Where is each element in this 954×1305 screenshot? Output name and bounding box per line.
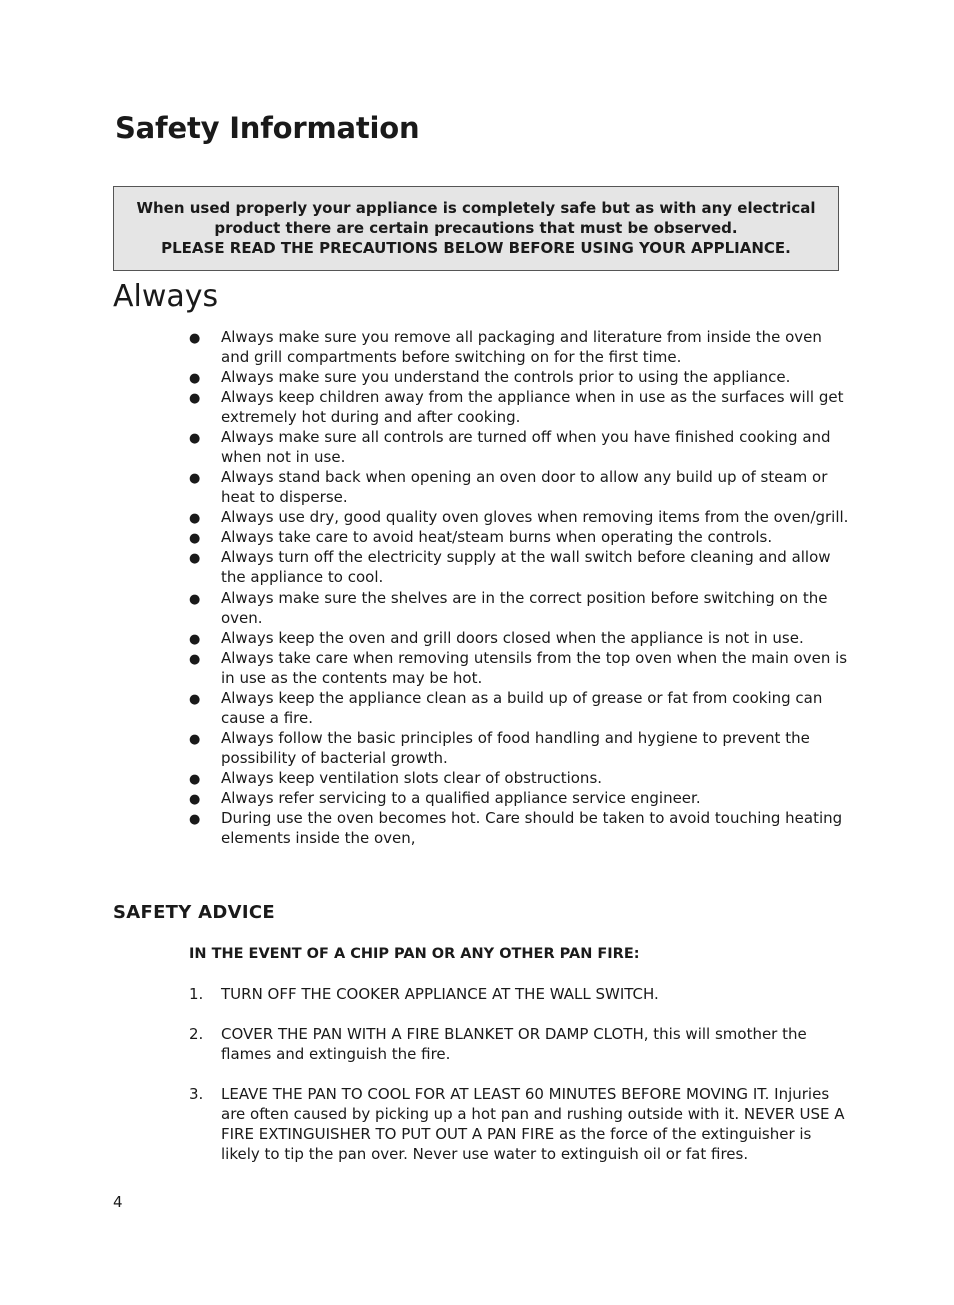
notice-warning-line: PLEASE READ THE PRECAUTIONS BELOW BEFORE USING YOUR APPLIANCE. (161, 239, 791, 257)
list-item (189, 648, 849, 688)
bullet-icon: ● (189, 391, 201, 406)
bullet-icon: ● (189, 811, 201, 827)
list-item-text: Always keep ventilation slots clear of obstructions. (221, 768, 603, 787)
step-item (189, 984, 849, 1004)
list-item-text: Always make sure the shelves are in the correct position before switching on the oven. (221, 588, 828, 627)
notice-line: When used properly your appliance is completely safe but as with any electrical (136, 199, 816, 217)
list-item (189, 588, 849, 628)
list-item-text: Always keep the oven and grill doors closed when the appliance is not in use. (221, 628, 804, 647)
bullet-icon: ● (189, 331, 201, 346)
list-item-text: Always keep children away from the appliance when in use as the surfaces will get extremely hot during and after cooking. (221, 388, 844, 426)
list-item (189, 768, 849, 788)
page-title: Safety Information (115, 111, 420, 145)
list-item-text: Always take care to avoid heat/steam burns when operating the controls. (221, 528, 773, 546)
notice-line: product there are certain precautions that must be observed. (214, 219, 738, 237)
list-item (189, 527, 849, 547)
step-text: COVER THE PAN WITH A FIRE BLANKET OR DAMP CLOTH, this will smother the flames and extinguish the fire. (221, 1025, 807, 1063)
list-item (189, 728, 849, 768)
bullet-icon: ● (189, 591, 201, 607)
pan-fire-subheading: IN THE EVENT OF A CHIP PAN OR ANY OTHER PAN FIRE: (189, 946, 640, 962)
list-item-text: Always take care when removing utensils from the top oven when the main oven is in use as the contents may be hot. (221, 648, 848, 687)
step-number: 1. (189, 985, 204, 1003)
pan-fire-steps (189, 984, 849, 1184)
list-item-text: Always make sure you understand the controls prior to using the appliance. (221, 368, 791, 386)
step-text: LEAVE THE PAN TO COOL FOR AT LEAST 60 MINUTES BEFORE MOVING IT. Injuries are often caused by picking up a hot pan and rushing outside with it. NEVER USE A FIRE EXTINGUISHER TO PUT OUT A PAN FIRE as the force of the extinguisher is likely to tip the pan over. Never use water to extinguish oil or fat fires. (221, 1085, 845, 1163)
always-list (189, 327, 849, 848)
list-item (189, 808, 849, 848)
step-text: TURN OFF THE COOKER APPLIANCE AT THE WALL SWITCH. (221, 985, 659, 1003)
list-item (189, 628, 849, 648)
bullet-icon: ● (189, 631, 201, 647)
bullet-icon: ● (189, 691, 201, 707)
list-item-text: Always turn off the electricity supply at the wall switch before cleaning and allow the appliance to cool. (221, 548, 831, 586)
list-item-text: Always refer servicing to a qualified appliance service engineer. (221, 788, 701, 807)
list-item-text: Always use dry, good quality oven gloves when removing items from the oven/grill. (221, 508, 849, 526)
always-heading: Always (113, 279, 219, 314)
bullet-icon: ● (189, 531, 201, 546)
list-item-text: Always follow the basic principles of food handling and hygiene to prevent the possibility of bacterial growth. (221, 728, 810, 767)
step-number: 3. (189, 1085, 204, 1103)
list-item (189, 507, 849, 527)
list-item (189, 427, 849, 467)
list-item-text: Always make sure all controls are turned off when you have finished cooking and when not in use. (221, 428, 831, 466)
bullet-icon: ● (189, 791, 201, 807)
bullet-icon: ● (189, 771, 201, 787)
list-item (189, 547, 849, 587)
bullet-icon: ● (189, 511, 201, 526)
bullet-icon: ● (189, 551, 201, 566)
list-item-text: Always stand back when opening an oven door to allow any build up of steam or heat to disperse. (221, 468, 828, 506)
bullet-icon: ● (189, 651, 201, 667)
safety-advice-heading: SAFETY ADVICE (113, 902, 275, 923)
list-item (189, 387, 849, 427)
list-item-text: Always make sure you remove all packaging and literature from inside the oven and grill compartments before switching on for the first time. (221, 328, 822, 366)
page-number: 4 (113, 1193, 123, 1211)
list-item (189, 367, 849, 387)
bullet-icon: ● (189, 371, 201, 386)
step-item (189, 1024, 849, 1064)
bullet-icon: ● (189, 731, 201, 747)
list-item (189, 688, 849, 728)
list-item-text: Always keep the appliance clean as a build up of grease or fat from cooking can cause a fire. (221, 688, 823, 727)
bullet-icon: ● (189, 431, 201, 446)
safety-notice-box (113, 186, 839, 271)
bullet-icon: ● (189, 471, 201, 486)
list-item (189, 788, 849, 808)
step-item (189, 1084, 849, 1164)
list-item (189, 327, 849, 367)
list-item-text: During use the oven becomes hot. Care should be taken to avoid touching heating elements inside the oven, (221, 808, 843, 847)
step-number: 2. (189, 1025, 204, 1043)
list-item (189, 467, 849, 507)
